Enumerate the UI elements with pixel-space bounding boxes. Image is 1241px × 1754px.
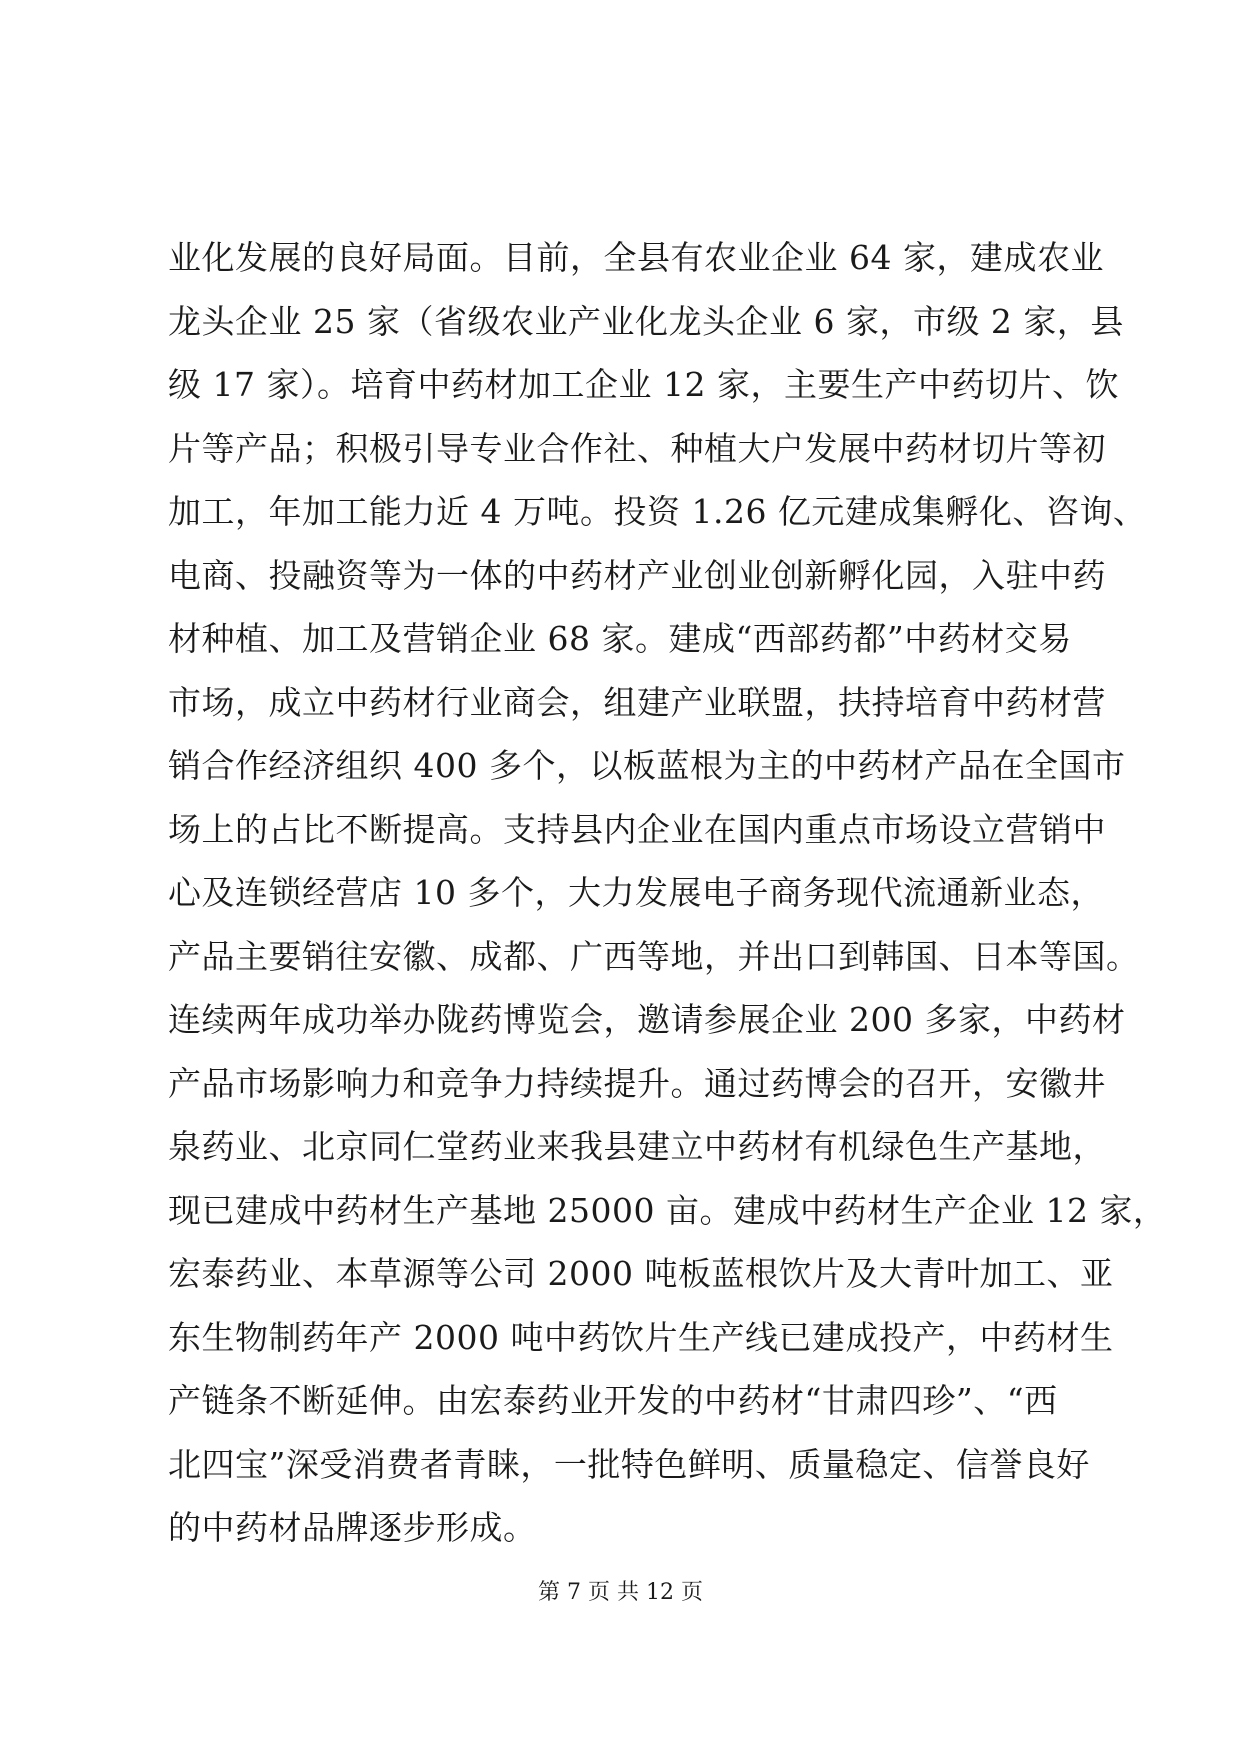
text-line: 片等产品；积极引导专业合作社、种植大户发展中药材切片等初 (168, 428, 1106, 468)
text-line: 级 17 家）。培育中药材加工企业 12 家，主要生产中药切片、饮 (168, 365, 1119, 404)
text-line: 材种植、加工及营销企业 68 家。建成“西部药都”中药材交易 (168, 619, 1072, 658)
text-line: 产链条不断延伸。由宏泰药业开发的中药材“甘肃四珍”、“西 (168, 1381, 1058, 1420)
text-line: 的中药材品牌逐步形成。 (168, 1508, 537, 1547)
body-paragraph (168, 226, 1167, 1560)
text-line: 东生物制药年产 2000 吨中药饮片生产线已建成投产，中药材生 (168, 1317, 1114, 1357)
text-line: 加工，年加工能力近 4 万吨。投资 1.26 亿元建成集孵化、咨询、 (168, 492, 1147, 531)
text-line: 龙头企业 25 家（省级农业产业化龙头企业 6 家，市级 2 家，县 (168, 301, 1124, 341)
text-line: 场上的占比不断提高。支持县内企业在国内重点市场设立营销中 (168, 809, 1106, 849)
text-line: 连续两年成功举办陇药博览会，邀请参展企业 200 多家，中药材 (168, 1000, 1126, 1039)
text-line: 产品主要销往安徽、成都、广西等地，并出口到韩国、日本等国。 (168, 936, 1140, 976)
text-line: 现已建成中药材生产基地 25000 亩。建成中药材生产企业 12 家， (168, 1190, 1167, 1230)
page-number-footer: 第 7 页 共 12 页 (538, 1580, 703, 1605)
text-line: 北四宝”深受消费者青睐，一批特色鲜明、质量稳定、信誉良好 (168, 1444, 1090, 1484)
text-line: 销合作经济组织 400 多个，以板蓝根为主的中药材产品在全国市 (168, 746, 1126, 785)
text-line: 泉药业、北京同仁堂药业来我县建立中药材有机绿色生产基地， (168, 1127, 1106, 1166)
text-line: 产品市场影响力和竞争力持续提升。通过药博会的召开，安徽井 (168, 1063, 1106, 1103)
text-line: 心及连锁经营店 10 多个，大力发展电子商务现代流通新业态， (168, 873, 1104, 912)
text-line: 市场，成立中药材行业商会，组建产业联盟，扶持培育中药材营 (168, 682, 1106, 722)
text-line: 业化发展的良好局面。目前，全县有农业企业 64 家，建成农业 (168, 238, 1104, 277)
text-line: 电商、投融资等为一体的中药材产业创业创新孵化园，入驻中药 (168, 555, 1106, 595)
text-line: 宏泰药业、本草源等公司 2000 吨板蓝根饮片及大青叶加工、亚 (168, 1254, 1114, 1293)
